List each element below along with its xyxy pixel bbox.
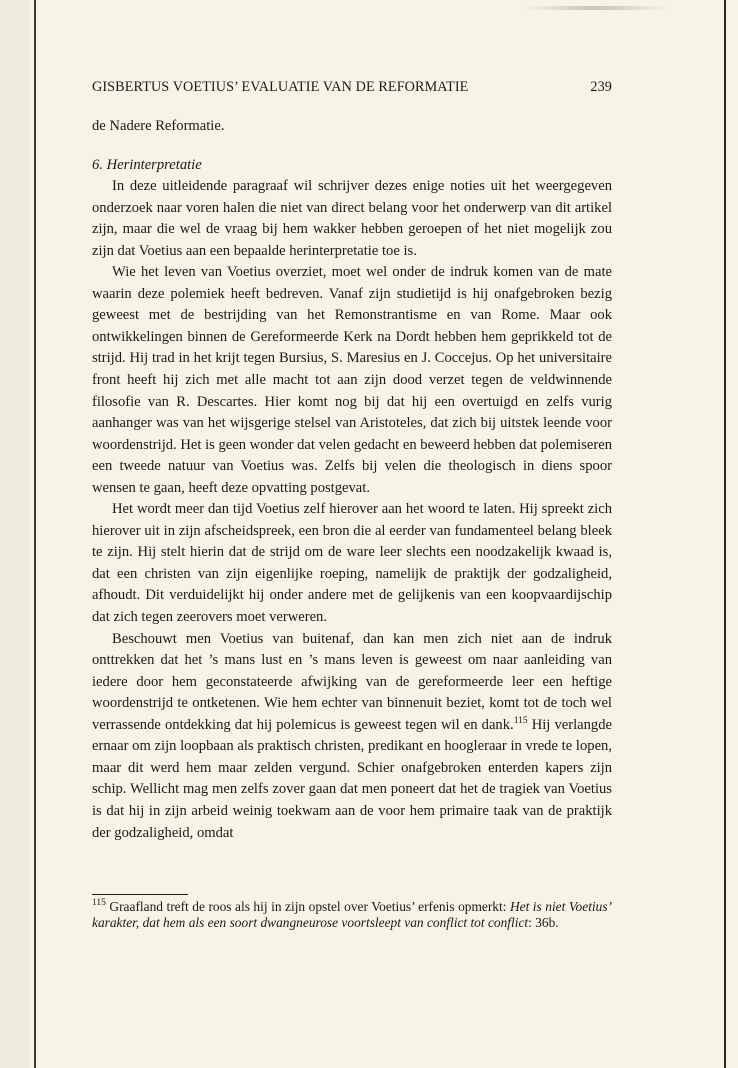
running-header bbox=[92, 79, 612, 96]
binding-spine-line bbox=[34, 0, 36, 1068]
page-edge-shadow bbox=[0, 0, 30, 1068]
footnote-suffix: : 36b. bbox=[528, 914, 559, 930]
footnote bbox=[92, 899, 612, 930]
body-text bbox=[92, 116, 612, 844]
footnote-text: Graafland treft de roos als hij in zijn opstel over Voetius’ erfenis opmerkt: bbox=[105, 899, 510, 914]
paragraph-4-continuation: Hij verlangde ernaar om zijn loopbaan als praktisch christen, predikant en hoogleraar in vrede te lopen, maar dit werd hem maar zelden vergund. Schier onafgebroken enterden kapers zijn schip. Wellicht mag men zelfs zover gaan dat men poneert dat het de tragiek van Voetius is dat hij in zijn arbeid weinig toekwam aan de voor hem primaire taak van de praktijk der godzaligheid, omdat bbox=[92, 716, 613, 841]
footnote-divider bbox=[92, 894, 188, 895]
page-number: 239 bbox=[590, 79, 612, 95]
scan-smudge bbox=[520, 6, 670, 10]
paragraph-4-text: Beschouwt men Voetius van buitenaf, dan kan men zich niet aan de indruk onttrekken dat het ’s mans lust en ’s mans leven is geweest om naar aanleiding van iedere door hem geconstateerde afwijking van de gereformeerde leer een heftige woordenstrijd te ontketenen. Wie hem echter van binnenuit beziet, komt tot de toch wel verrassende ontdekking dat hij polemicus is geweest tegen wil en dank. bbox=[92, 630, 612, 733]
footnote-quote: Het is niet Voetius’ karakter, dat hem als een soort dwangneurose voortsleept van conflict tot conflict bbox=[92, 899, 612, 930]
page-right-edge bbox=[724, 0, 726, 1068]
paragraph-3: Het wordt meer dan tijd Voetius zelf hierover aan het woord te laten. Hij spreekt zich hierover uit in zijn afscheidspreek, een bron die al eerder van fundamenteel belang bleek te zijn. Hij stelt hierin dat de strijd om de ware leer slechts een noodzakelijk kwaad is, dat een christen van zijn eigenlijke roeping, namelijk de praktijk der godzaligheid, afhoudt. Dit verduidelijkt hij onder andere met de gelijkenis van een koopvaardijschip dat zich tegen zeerovers moet verweren. bbox=[92, 501, 612, 626]
running-header-title: GISBERTUS VOETIUS’ EVALUATIE VAN DE REFORMATIE bbox=[92, 79, 469, 95]
section-heading: 6. Herinterpretatie bbox=[92, 156, 202, 173]
paragraph-2: Wie het leven van Voetius overziet, moet wel onder de indruk komen van de mate waarin deze polemiek heeft bedreven. Vanaf zijn studietijd is hij onafgebroken bezig geweest met de bestrijding van het Remonstrantisme en van Rome. Maar ook ontwikkelingen binnen de Gereformeerde Kerk na Dordt hebben hem geprikkeld tot de strijd. Hij trad in het krijt tegen Bursius, S. Maresius en J. Coccejus. Op het universitaire front heeft hij zich met alle macht tot aan zijn dood verzet tegen de veldwinnende filosofie van R. Descartes. Hier komt nog bij dat hij een overtuigd en zelfs vurig aanhanger was van het wijsgerige stelsel van Aristoteles, dat zich bij uitstek leende voor woordenstrijd. Het is geen wonder dat velen gedacht en beweerd hebben dat polemiseren een tweede natuur van Voetius was. Zelfs bij velen die theologisch in diens spoor wensen te gaan, heeft deze opvatting postgevat. bbox=[92, 264, 612, 496]
paragraph-4 bbox=[92, 629, 612, 844]
continued-paragraph: de Nadere Reformatie. bbox=[92, 118, 225, 134]
paragraph-1: In deze uitleidende paragraaf wil schrijver dezes enige noties uit het weergegeven onderzoek naar voren halen die niet van direct belang voor het onderwerp van dit artikel zijn, maar die wel de vraag bij hem wakker hebben geroepen of het niet mogelijk zou zijn dat Voetius aan een bepaalde herinterpretatie toe is. bbox=[92, 178, 612, 259]
footnote-number: 115 bbox=[92, 898, 106, 908]
footnote-reference[interactable]: 115 bbox=[513, 715, 528, 726]
